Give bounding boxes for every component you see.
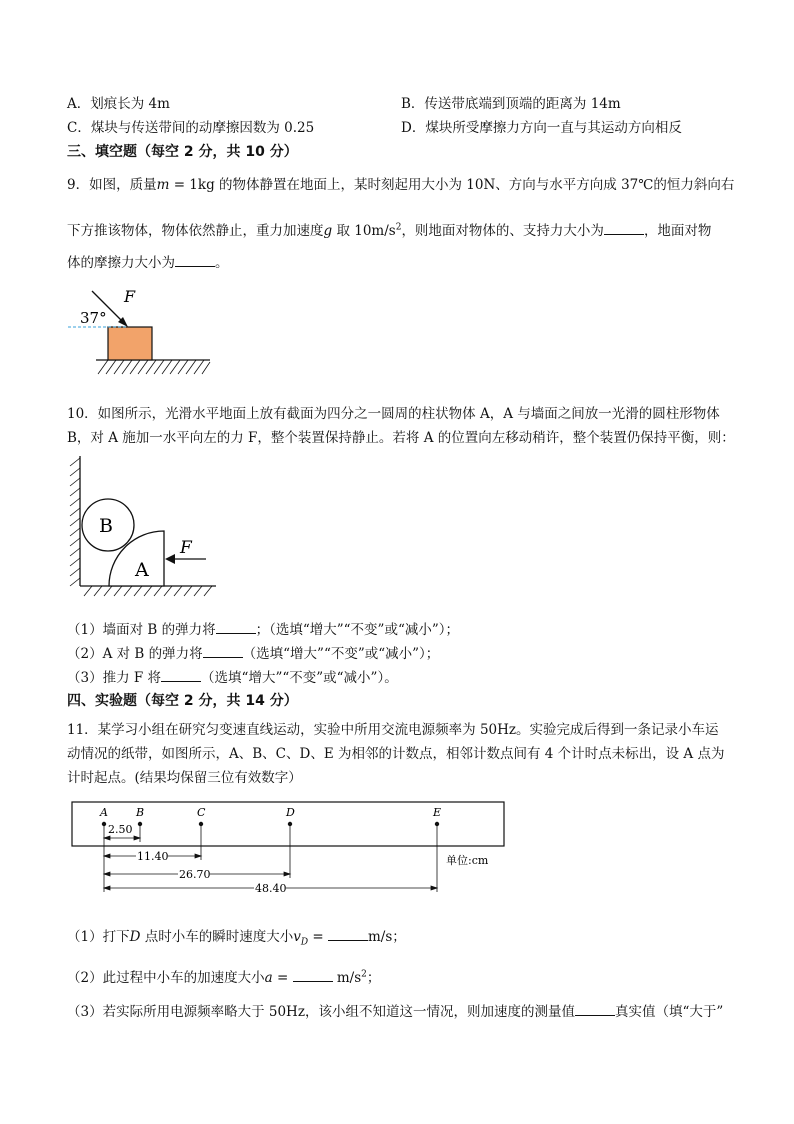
q10-text: （2）A 对 B 的弹力将	[67, 646, 203, 662]
q9-exponent: 2	[395, 222, 402, 233]
q11-velocity-symbol: v	[293, 929, 301, 945]
q11-line-1: 11．某学习小组在研究匀变速直线运动，实验中所用交流电源频率为 50Hz。实验完成后得到一条记录小车运	[67, 722, 719, 738]
q10-text: （选填“增大”“不变”或“减小”）；	[242, 646, 440, 662]
q11-point-d: D	[129, 929, 141, 945]
q11-text: 点时小车的瞬时速度大小	[140, 929, 294, 945]
q11-text: 真实值（填“大于”	[614, 1004, 724, 1020]
q9-text: 如图，质量	[89, 177, 157, 193]
distance-ad: 26.70	[179, 868, 211, 881]
floor-hatching	[84, 586, 212, 596]
q9-text: = 1kg 的物体静置在地面上，某时刻起用大小为 10N、方向与水平方向成 37℃的恒力斜向右	[169, 177, 735, 193]
q10-text: （3）推力 F 将	[67, 670, 162, 686]
label-b: B	[99, 515, 113, 537]
q10-sub-3	[67, 666, 398, 686]
q9-line-2	[67, 219, 711, 239]
q10-blank-2[interactable]	[203, 645, 243, 658]
label-a: A	[135, 559, 149, 581]
q11-sub-1	[67, 925, 406, 948]
q11-sub-3	[67, 1000, 723, 1020]
q9-number: 9．	[67, 177, 90, 193]
q11-line-3: 计时起点。(结果均保留三位有效数字）	[67, 770, 302, 786]
distance-ab: 2.50	[108, 823, 133, 836]
q9-text: 下方推该物体，物体依然静止，重力加速度	[67, 223, 324, 239]
q11-text: m/s	[332, 970, 362, 986]
q11-text: =	[308, 929, 328, 945]
q9-line-1	[67, 173, 734, 193]
q11-line-2: 动情况的纸带，如图所示，A、B、C、D、E 为相邻的计数点，相邻计数点间有 4 个计时点未标出，设 A 点为	[67, 746, 725, 762]
paper-tape-figure	[60, 798, 510, 900]
point-label-e: E	[433, 806, 442, 819]
unit-label: 单位:cm	[446, 854, 489, 867]
q9-blank-1[interactable]	[604, 222, 644, 235]
q11-text: =	[272, 970, 293, 986]
point-label-b: B	[136, 806, 145, 819]
q9-text: ，地面对物	[643, 223, 712, 239]
q11-text: ；	[366, 970, 381, 986]
point-label-a: A	[100, 806, 108, 819]
q10-text: ；（选填“增大”“不变”或“减小”）；	[255, 622, 460, 638]
q9-text: 。	[215, 255, 229, 271]
q11-blank-2[interactable]	[293, 969, 333, 982]
q10-sub-2	[67, 642, 439, 662]
q11-text: （2）此过程中小车的加速度大小	[67, 970, 265, 986]
q10-text: （选填“增大”“不变”或“减小”）。	[201, 670, 398, 686]
q9-mass-symbol: m	[156, 177, 170, 193]
point-label-d: D	[286, 806, 295, 819]
ground-hatching	[98, 360, 210, 374]
option-b: B．传送带底端到顶端的距离为 14m	[401, 96, 621, 112]
q11-blank-1[interactable]	[328, 928, 368, 941]
section-4-title: 四、实验题（每空 2 分，共 14 分）	[67, 693, 298, 709]
q11-blank-3[interactable]	[575, 1003, 615, 1016]
angle-label: 37°	[80, 309, 107, 327]
q9-line-3	[67, 251, 229, 271]
q10-sub-1	[67, 618, 459, 638]
q10-blank-3[interactable]	[161, 669, 201, 682]
q9-text: ，则地面对物体的、支持力大小为	[401, 223, 604, 239]
q11-text: m/s；	[367, 929, 406, 945]
q10-line-1: 10．如图所示，光滑水平地面上放有截面为四分之一圆周的柱状物体 A，A 与墙面之间放一光滑的圆柱形物体	[67, 406, 720, 422]
wall-hatching	[70, 458, 80, 586]
block	[108, 327, 152, 360]
push-force-label: F	[180, 538, 192, 558]
option-d: D．煤块所受摩擦力方向一直与其运动方向相反	[401, 120, 682, 136]
q11-acceleration-symbol: a	[264, 970, 273, 986]
q9-text: 体的摩擦力大小为	[67, 255, 175, 271]
q11-sub-2	[67, 966, 380, 986]
q10-line-2: B，对 A 施加一水平向左的力 F，整个装置保持静止。若将 A 的位置向左移动稍许，整个装置仍保持平衡，则：	[67, 430, 735, 446]
q9-blank-2[interactable]	[175, 254, 215, 267]
q11-text: （1）打下	[67, 929, 130, 945]
section-3-title: 三、填空题（每空 2 分，共 10 分）	[67, 144, 298, 160]
option-a: A．划痕长为 4m	[67, 96, 170, 112]
q11-velocity-subscript: D	[300, 937, 309, 948]
distance-ac: 11.40	[137, 850, 169, 863]
q10-blank-1[interactable]	[216, 621, 256, 634]
q10-figure	[64, 452, 224, 602]
push-force-arrowhead	[165, 554, 175, 564]
q9-g-symbol: g	[323, 223, 333, 239]
q11-text: （3）若实际所用电源频率略大于 50Hz，该小组不知道这一情况，则加速度的测量值	[67, 1004, 575, 1020]
q11-exponent: 2	[361, 969, 367, 980]
option-c: C．煤块与传送带间的动摩擦因数为 0.25	[67, 120, 315, 136]
force-label: F	[124, 287, 136, 306]
point-label-c: C	[197, 806, 206, 819]
distance-ae: 48.40	[255, 882, 287, 895]
q9-text: 取 10m/s	[332, 223, 396, 239]
q10-text: （1）墙面对 B 的弹力将	[67, 622, 216, 638]
q9-figure	[60, 282, 220, 382]
